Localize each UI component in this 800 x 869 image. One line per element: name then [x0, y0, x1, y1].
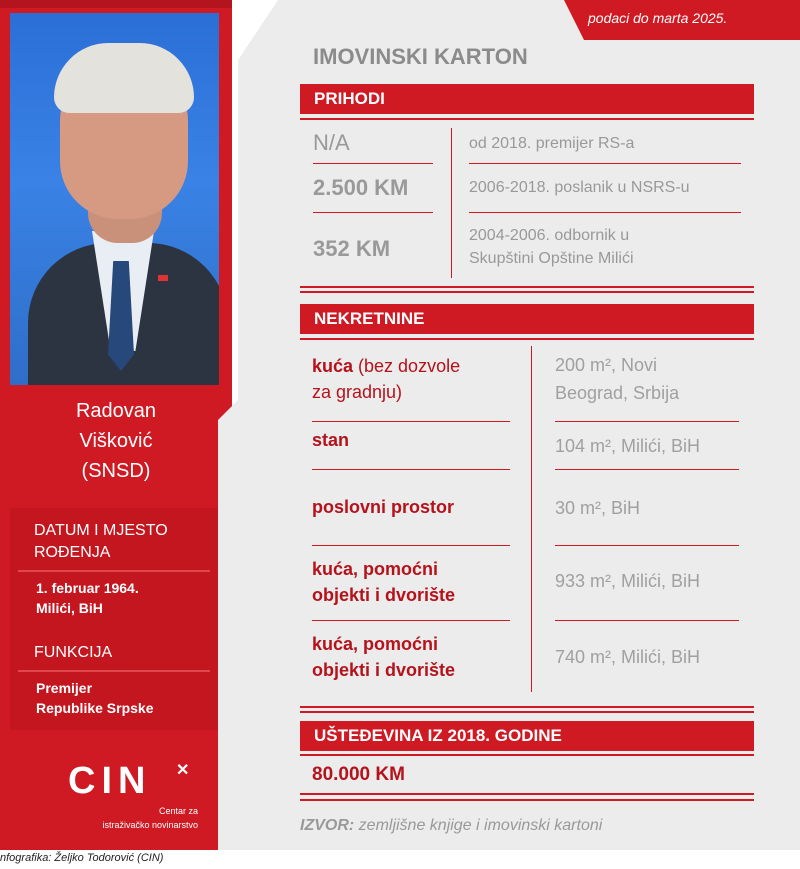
property-bottom-line-2 — [300, 711, 754, 713]
income-amount-1: N/A — [313, 130, 350, 155]
source-note — [300, 817, 602, 835]
function-info — [10, 642, 210, 718]
property-name-1-rest: (bez dozvole — [353, 356, 461, 376]
income-row-divider-1a — [313, 163, 433, 164]
birth-label-2: ROĐENJA — [34, 544, 111, 561]
cin-sub-1: Centar za — [158, 806, 198, 816]
savings-bottom-line-2 — [300, 799, 754, 801]
income-column-divider — [451, 128, 452, 278]
party: (SNSD) — [81, 460, 151, 482]
property-row-divider-1b — [555, 421, 739, 422]
property-value-4: 933 m², Milići, BiH — [555, 571, 701, 591]
property-value-3: 30 m², BiH — [555, 498, 641, 518]
date-note: podaci do marta 2025. — [588, 10, 728, 26]
savings-bottom-line-1 — [300, 793, 754, 795]
property-value-5: 740 m², Milići, BiH — [555, 647, 701, 667]
income-desc-3 — [469, 224, 634, 270]
savings-heading: UŠTEĐEVINA IZ 2018. GODINE — [300, 721, 754, 751]
income-heading: PRIHODI — [300, 84, 754, 114]
birth-divider — [18, 570, 210, 572]
property-value-1 — [555, 351, 679, 407]
name-last: Višković — [79, 430, 153, 452]
birth-label-1: DATUM I MJESTO — [34, 522, 168, 539]
function-value-2: Republike Srpske — [36, 700, 154, 716]
savings-value: 80.000 KM — [312, 764, 405, 785]
function-label: FUNKCIJA — [34, 644, 113, 661]
card-title: IMOVINSKI KARTON — [313, 44, 528, 69]
income-desc-2: 2006-2018. poslanik u NSRS-u — [469, 179, 690, 196]
property-bottom-line-1 — [300, 706, 754, 708]
property-column-divider — [531, 346, 532, 692]
lapel-pin-icon — [158, 275, 168, 281]
property-name-5-line2: objekti i dvorište — [312, 660, 456, 680]
cin-sub-2: istraživačko novinarstvo — [102, 820, 198, 830]
birth-value-1: 1. februar 1964. — [36, 580, 139, 596]
property-name-1-line2: za gradnju) — [312, 382, 403, 402]
panel-top-stripe — [0, 0, 232, 8]
cin-logo-mark-icon: ✕ — [176, 762, 190, 779]
property-heading: NEKRETNINE — [300, 304, 754, 334]
function-value-1: Premijer — [36, 680, 93, 696]
property-value-1-line2: Beograd, Srbija — [555, 383, 680, 403]
property-name-2: stan — [312, 430, 350, 450]
income-row-divider-2a — [313, 212, 433, 213]
property-underline — [300, 338, 754, 340]
property-name-1-bold: kuća — [312, 356, 354, 376]
savings-underline — [300, 754, 754, 756]
source-label: IZVOR: — [300, 817, 355, 834]
property-row-divider-4b — [555, 620, 739, 621]
income-amount-3: 352 KM — [313, 236, 391, 261]
property-value-1-line1: 200 m², Novi — [555, 355, 658, 375]
income-desc-1: od 2018. premijer RS-a — [469, 135, 635, 152]
income-desc-3-line1: 2004-2006. odbornik u — [469, 227, 630, 244]
property-name-4-line1: kuća, pomoćni — [312, 559, 439, 579]
property-row-divider-2a — [312, 469, 510, 470]
property-row-divider-3b — [555, 545, 739, 546]
property-row-divider-3a — [312, 545, 510, 546]
property-name-5 — [312, 631, 455, 683]
property-name-1 — [312, 353, 460, 405]
property-row-divider-4a — [312, 620, 510, 621]
portrait-hair — [54, 43, 194, 113]
birth-value-2: Milići, BiH — [36, 600, 103, 616]
property-name-1-line1 — [312, 353, 460, 379]
income-row-divider-1b — [469, 163, 741, 164]
portrait-photo — [10, 13, 219, 385]
income-row-divider-2b — [469, 212, 741, 213]
income-underline — [300, 118, 754, 120]
name-first: Radovan — [75, 400, 157, 422]
property-row-divider-2b — [555, 469, 739, 470]
infographic-credit: nfografika: Željko Todorović (CIN) — [0, 852, 164, 864]
birth-info — [10, 520, 210, 618]
person-name — [10, 396, 222, 486]
property-name-4 — [312, 556, 455, 608]
property-value-2: 104 m², Milići, BiH — [555, 436, 701, 456]
cin-logo: CIN — [68, 760, 152, 802]
income-desc-3-line2: Skupštini Opštine Milići — [469, 250, 634, 267]
cin-logo-subtitle — [58, 804, 198, 832]
income-bottom-line-2 — [300, 291, 754, 293]
function-divider — [18, 670, 210, 672]
source-text: zemljišne knjige i imovinski kartoni — [354, 817, 603, 834]
property-name-5-line1: kuća, pomoćni — [312, 634, 439, 654]
property-name-4-line2: objekti i dvorište — [312, 585, 456, 605]
income-amount-2: 2.500 KM — [313, 175, 409, 200]
profile-panel — [0, 0, 232, 850]
property-name-3: poslovni prostor — [312, 497, 455, 517]
income-bottom-line-1 — [300, 286, 754, 288]
property-row-divider-1a — [312, 421, 510, 422]
